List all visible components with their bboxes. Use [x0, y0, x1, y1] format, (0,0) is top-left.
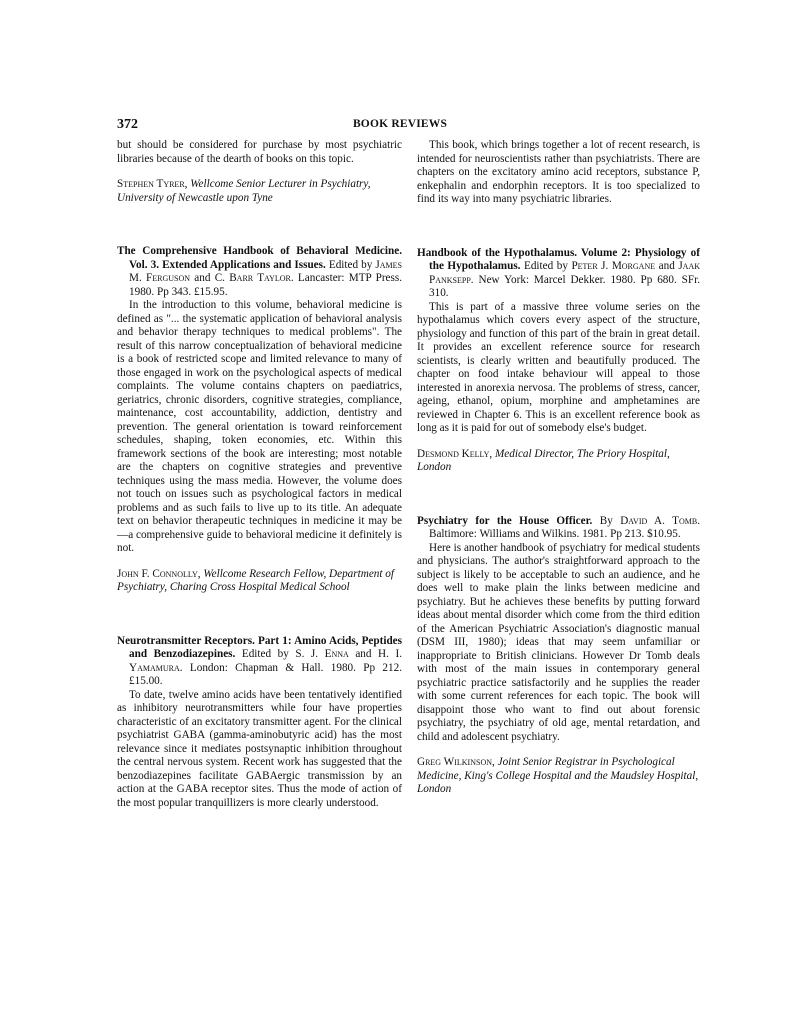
reviewer-signature	[117, 178, 402, 205]
reviewer-name: John F. Connolly,	[117, 567, 201, 580]
book-title: Psychiatry for the House Officer.	[417, 514, 593, 527]
review-body: Here is another handbook of psychiatry for medical students and physicians. The author's straightforward approach to the subject is likely to be acceptable to such an audience, and he does well to make plain the links between medicine and psychiatry. But he achieves these benefits by putting forward ideas about mental disorder which come from the third edition of the American Psychiatric Association's diagnostic manual (DSM III, 1980); ideas that may seem unfamiliar or inappropriate to British clinicians. However Dr Tomb deals with most of the main issues in contemporary general psychiatric practice satisfactorily and he supplies the reader with some current references for each topic. The book will disappoint those who want to find out about forensic psychiatry, the psychiatry of old age, mental retardation, and child and adolescent psychiatry.	[417, 541, 700, 743]
reviewer-affiliation: Medical Director, The Priory Hospital, London	[417, 447, 670, 473]
publisher-info: Lancaster: MTP Press. 1980. Pp 343. £15.95.	[129, 272, 403, 298]
editor-name: C. Barr Taylor.	[214, 272, 294, 284]
review-heading	[417, 515, 700, 542]
book-title: Handbook of the Hypothalamus. Volume 2: Physiology of the Hypothalamus.	[417, 246, 700, 272]
review-heading	[117, 245, 402, 299]
reviewer-signature	[117, 568, 402, 595]
and-word: and	[194, 272, 211, 284]
reviewer-affiliation: Joint Senior Registrar in Psychological Medicine, King's College Hospital and the Maudsley Hospital, London	[417, 756, 699, 795]
editor-name: Peter J. Morgane	[571, 260, 656, 272]
carryover-text: but should be considered for purchase by most psychiatric libraries because of the dearth of books on this topic.	[117, 139, 402, 165]
review-body: In the introduction to this volume, behavioral medicine is defined as "... the systematic application of behavioral analysis and behavior therapy techniques to medical problems". The result of this narrow conceptualization of behavioral medicine is a book of restricted scope and limited relevance to many of those engaged in work on the psychological aspects of medical complaints. The volume contains chapters on paediatrics, geriatrics, chronic disorders, cognitive strategies, compliance, maintenance, cost accountability, addiction, dentistry and prevention. The general orientation is toward reinforcement schedules, shaping, token economies, etc. Within this framework sections of the book are interesting; most notable are the chapters on cognitive strategies and preventive techniques using the mass media. However, the volume does not touch on issues such as psychological factors in medical problems and as such fails to live up to its title. An adequate text on behavior therapeutic techniques in medicine it may be—a comprehensive guide to behavioral medicine it definitely is not.	[117, 299, 402, 554]
reviewer-name: Stephen Tyrer,	[117, 178, 188, 190]
review-heading	[417, 247, 700, 301]
book-title: Neurotransmitter Receptors. Part 1: Amino Acids, Peptides and Benzodiazepines.	[117, 634, 402, 660]
publisher-info: Baltimore: Williams and Wilkins. 1981. Pp 213. $10.95.	[429, 528, 681, 540]
review-heading	[117, 635, 402, 689]
reviewer-name: Desmond Kelly,	[417, 447, 493, 460]
running-head: BOOK REVIEWS	[352, 118, 448, 130]
carryover-text: This book, which brings together a lot of recent research, is intended for neuroscientists rather than psychiatrists. There are chapters on the excitatory amino acid receptors, substance P, enkephalin and endorphin receptors. It is too specialized to find its way into many psychiatric libraries.	[417, 139, 700, 205]
edited-by: Edited by	[524, 260, 568, 272]
edited-by: Edited by	[328, 258, 373, 271]
and-word: and	[658, 260, 675, 272]
by-word: By	[599, 514, 613, 527]
review-body: To date, twelve amino acids have been tentatively identified as inhibitory neurotransmitters while four have properties characteristic of an excitatory transmitter agent. For the clinical psychiatrist GABA (gamma-aminobutyric acid) has the most relevance since it mediates postsynaptic inhibition throughout the central nervous system. Recent work has suggested that the benzodiazepines facilitate GABAergic transmission by an action at the GABA receptor sites. Thus the mode of action of the most popular tranquillizers is more clearly understood.	[117, 688, 402, 809]
left-column	[117, 139, 402, 810]
editor-name: James M. Ferguson	[129, 258, 403, 284]
reviewer-signature	[417, 448, 700, 475]
reviewer-affiliation: Wellcome Senior Lecturer in Psychiatry, University of Newcastle upon Tyne	[117, 178, 371, 204]
publisher-info: New York: Marcel Dekker. 1980. Pp 680. SFr. 310.	[429, 273, 701, 299]
editor-name: S. J. Enna	[295, 648, 349, 660]
page-number: 372	[117, 117, 138, 132]
edited-by: Edited by	[241, 648, 289, 660]
right-column	[417, 139, 700, 797]
reviewer-signature	[417, 756, 700, 797]
editor-name: H. I. Yamamura.	[129, 648, 402, 674]
book-title: The Comprehensive Handbook of Behavioral Medicine. Vol. 3. Extended Applications and Issues.	[117, 245, 402, 271]
review-body: This is part of a massive three volume series on the hypothalamus which covers every aspect of the structure, physiology and function of this part of the brain in great detail. It provides an excellent reference source for research scientists, is clearly written and beautifully produced. The chapter on food intake behaviour will appeal to those interested in anorexia nervosa. The problems of stress, cancer, ageing, ethanol, opium, morphine and amphetamines are reviewed in Chapter 6. This is an excellent reference book as long as it is paid for out of somebody else's budget.	[417, 300, 700, 434]
reviewer-affiliation: Wellcome Research Fellow, Department of Psychiatry, Charing Cross Hospital Medical School	[117, 567, 394, 593]
and-word: and	[355, 648, 372, 660]
editor-name: Jaak Panksepp.	[429, 260, 700, 286]
publisher-info: London: Chapman & Hall. 1980. Pp 212. £15.00.	[129, 661, 403, 687]
reviewer-name: Greg Wilkinson,	[417, 756, 495, 768]
author-name: David A. Tomb.	[620, 514, 700, 527]
